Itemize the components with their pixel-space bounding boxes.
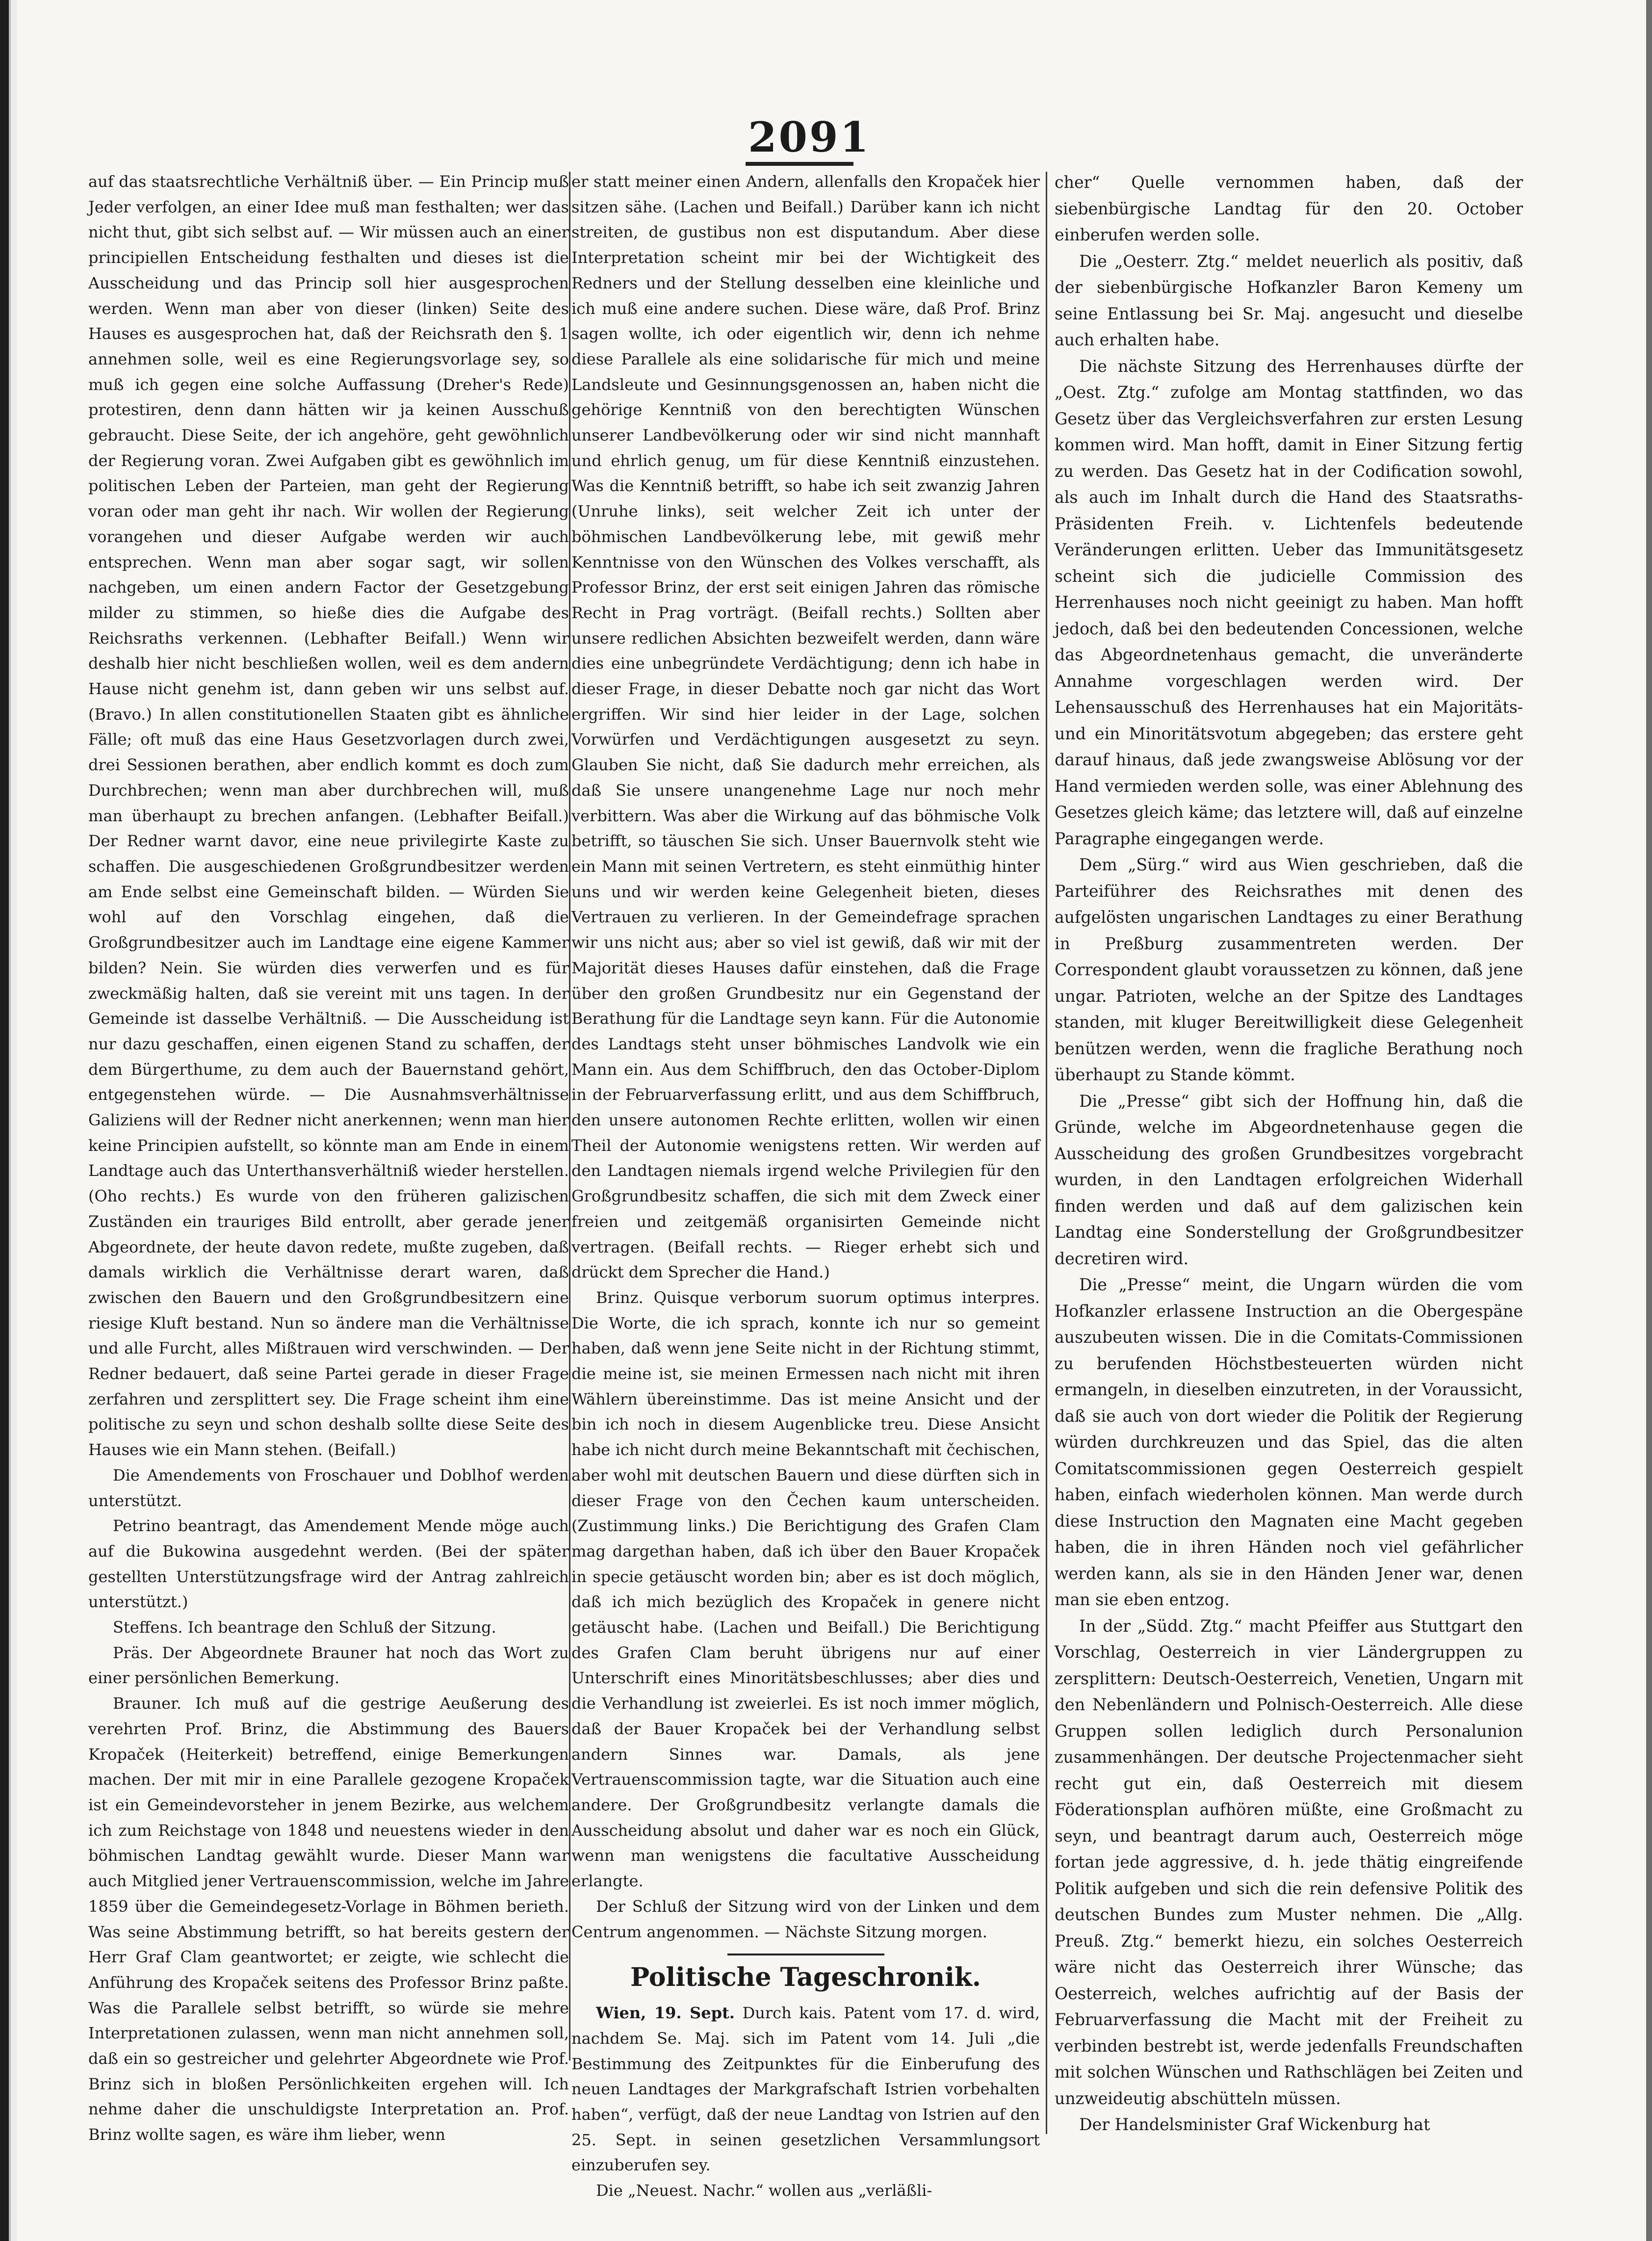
paragraph: Die nächste Sitzung des Herrenhauses dürfte der „Oest. Ztg.“ zufolge am Montag stattfinden, wo das Gesetz über das Vergleichsverfahren zur ersten Lesung kommen wird. Man hofft, damit in Einer Sitzung fertig zu werden. Das Gesetz hat in der Codification sowohl, als auch im Inhalt durch die Hand des Staatsraths-Präsidenten Freih. v. Lichtenfels bedeutende Veränderungen erlitten. Ueber das Immunitätsgesetz scheint sich die judicielle Commission des Herrenhauses noch nicht geeinigt zu haben. Man hofft jedoch, daß bei den bedeutenden Concessionen, welche das Abgeordnetenhaus gemacht, die unveränderte Annahme vorgeschlagen werden wird. Der Lehensausschuß des Herrenhauses hat ein Majoritäts- und ein Minoritätsvotum abgegeben; das erstere geht darauf hinaus, daß jede zwangsweise Ablösung vor der Hand vermieden werden solle, was einer Ablehnung des Gesetzes gleich käme; das letztere will, daß auf einzelne Paragraphe eingegangen werde. xyxy=(1055,356,1523,848)
section-title: Politische Tageschronik. xyxy=(630,1962,981,1993)
paragraph: Die „Presse“ gibt sich der Hoffnung hin, daß die Gründe, welche im Abgeordnetenhause gegen die Ausscheidung des großen Grundbesitzes vorgebracht wurden, in den Landtagen erfolgreichen Widerhall finden werden und daß auf dem galizischen kein Landtag eine Sonderstellung der Großgrundbesitzer decretiren wird. xyxy=(1055,1091,1523,1268)
paragraph: cher“ Quelle vernommen haben, daß der siebenbürgische Landtag für den 20. October einberufen werden solle. xyxy=(1055,173,1523,244)
paragraph: er statt meiner einen Andern, allenfalls den Kropaček hier sitzen sähe. (Lachen und Beifall.) Darüber kann ich nicht streiten, de gustibus non est disputandum. Aber diese Interpretation scheint mir bei der Wichtigkeit des Redners und der Stellung desselben eine kleinliche und ich muß eine andere suchen. Diese wäre, daß Prof. Brinz sagen wollte, ich oder eigentlich wir, denn ich nehme diese Parallele als eine solidarische für mich und meine Landsleute und Gesinnungsgenossen an, haben nicht die gehörige Kenntniß von den berechtigten Wünschen unserer Landbevölkerung oder wir sind nicht mannhaft und ehrlich genug, um für diese Kenntniß einzustehen. Was die Kenntniß betrifft, so habe ich seit zwanzig Jahren (Unruhe links), seit welcher Zeit ich unter der böhmischen Landbevölkerung lebe, mit gewiß mehr Kenntnisse von den Wünschen des Volkes verschafft, als Professor Brinz, der erst seit einigen Jahren das römische Recht in Prag vorträgt. (Beifall rechts.) Sollten aber unsere redlichen Absichten bezweifelt werden, dann wäre dies eine unbegründete Verdächtigung; denn ich habe in dieser Frage, in dieser Debatte noch gar nicht das Wort ergriffen. Wir sind hier leider in der Lage, solchen Vorwürfen und Verdächtigungen ausgesetzt zu seyn. Glauben Sie nicht, daß Sie dadurch mehr erreichen, als daß Sie unsere unangenehme Lage nur noch mehr verbittern. Was aber die Wirkung auf das böhmische Volk betrifft, so täuschen Sie sich. Unser Bauernvolk steht wie ein Mann mit seinen Vertretern, es steht einmüthig hinter uns und wir werden keine Gelegenheit bieten, dieses Vertrauen zu verlieren. In der Gemeindefrage sprachen wir uns nicht aus; aber so viel ist gewiß, daß wir mit der Majorität dieses Hauses dafür einstehen, daß die Frage über den großen Grundbesitz nur ein Gegenstand der Berathung für die Landtage seyn kann. Für die Autonomie des Landtags steht unser böhmisches Landvolk wie ein Mann ein. Aus dem Schiffbruch, den das October-Diplom in der Februarverfassung erlitt, und aus dem Schiffbruch, den unsere autonomen Rechte erlitten, wollen wir einen Theil der Autonomie wenigstens retten. Wir werden auf den Landtagen niemals irgend welche Privilegien für den Großgrundbesitz schaffen, die sich mit dem Zweck einer freien und zeitgemäß organisirten Gemeinde nicht vertragen. (Beifall rechts. — Rieger erhebt sich und drückt dem Sprecher die Hand.) xyxy=(571,172,1040,1282)
paragraph: In der „Südd. Ztg.“ macht Pfeiffer aus Stuttgart den Vorschlag, Oesterreich in vier Ländergruppen zu zersplittern: Deutsch-Oesterreich, Venetien, Ungarn mit den Nebenländern und Polnisch-Oesterreich. Alle diese Gruppen sollen lediglich durch Personalunion zusammenhängen. Der deutsche Projectenmacher sieht recht gut ein, daß Oesterreich mit diesem Föderationsplan aufhören müßte, eine Großmacht zu seyn, und beantragt darum auch, Oesterreich möge fortan jede aggressive, d. h. jede thätig eingreifende Politik aufgeben und sich die rein defensive Politik des deutschen Bundes zum Muster nehmen. Die „Allg. Preuß. Ztg.“ bemerkt hiezu, ein solches Oesterreich wäre nicht das Oesterreich ihrer Wünsche; das Oesterreich, welches aufrichtig auf der Basis der Februarverfassung die Macht mit der Freiheit zu verbinden bestrebt ist, werde jedenfalls Freundschaften mit solchen Wünschen und Rathschlägen bei Zeiten und unzweideutig abschütteln müssen. xyxy=(1055,1616,1523,2108)
paragraph: Die „Neuest. Nachr.“ wollen aus „verläßli- xyxy=(596,2181,932,2200)
page-number-rule xyxy=(746,162,853,166)
paragraph-text: Durch kais. Patent vom 17. d. wird, nachdem Se. Maj. sich im Patent vom 14. Juli „die Bestimmung des Zeitpunktes für die Einberufung des neuen Landtages der Markgrafschaft Istrien vorbehalten haben“, verfügt, daß der neue Landtag von Istrien auf den 25. Sept. in seinen gesetzlichen Versammlungsort einzuberufen sey. xyxy=(571,2004,1040,2175)
page-edge xyxy=(1646,0,1652,2241)
paragraph: Die „Presse“ meint, die Ungarn würden die vom Hofkanzler erlassene Instruction an die Obergespäne auszubeuten wissen. Die in die Comitats-Commissionen zu berufenden Höchstbesteuerten würden nicht ermangeln, in dieselben einzutreten, in der Voraussicht, daß sie auch von dort wieder die Politik der Regierung würden durchkreuzen und das Spiel, das die alten Comitatscommissionen gegen Oesterreich gespielt haben, einfach wiederholen können. Man werde durch diese Instruction den Magnaten eine Macht gegeben haben, die in ihren Händen noch viel gefährlicher werden kann, als sie in den Händen Jener war, denen man sie eben entzog. xyxy=(1055,1275,1523,1609)
paragraph: Dem „Sürg.“ wird aus Wien geschrieben, daß die Parteiführer des Reichsrathes mit denen des aufgelösten ungarischen Landtages zu einer Berathung in Preßburg zusammentreten werden. Der Correspondent glaubt voraussetzen zu können, daß jene ungar. Patrioten, welche an der Spitze des Landtages standen, mit kluger Bereitwilligkeit diese Gelegenheit benützen werden, wenn die fragliche Berathung noch überhaupt zu Stande kömmt. xyxy=(1055,855,1523,1084)
column-divider xyxy=(569,172,570,2060)
column-3 xyxy=(1055,169,1523,2138)
dateline: Wien, 19. Sept. xyxy=(596,2004,735,2023)
paragraph: Steffens. Ich beantrage den Schluß der Sitzung. xyxy=(113,1618,496,1637)
column-divider xyxy=(1046,172,1047,2134)
binding-edge xyxy=(0,0,17,2241)
paragraph: Die „Oesterr. Ztg.“ meldet neuerlich als positiv, daß der siebenbürgische Hofkanzler Baron Kemeny um seine Entlassung bei Sr. Maj. angesucht und dieselbe auch erhalten habe. xyxy=(1055,251,1523,349)
paragraph: auf das staatsrechtliche Verhältniß über. — Ein Princip muß Jeder verfolgen, an einer Idee muß man festhalten; wer das nicht thut, gibt sich selbst auf. — Wir müssen auch an einer principiellen Entscheidung festhalten und dieses ist die Ausscheidung und das Princip soll hier ausgesprochen werden. Wenn man aber von dieser (linken) Seite des Hauses es ausgesprochen hat, daß der Reichsrath den §. 1 annehmen solle, weil es eine Regierungsvorlage sey, so muß ich gegen eine solche Auffassung (Dreher's Rede) protestiren, denn dann hätten wir ja keinen Ausschuß gebraucht. Diese Seite, der ich angehöre, geht gewöhnlich der Regierung voran. Zwei Aufgaben gibt es gewöhnlich im politischen Leben der Parteien, man geht der Regierung voran oder man geht ihr nach. Wir wollen der Regierung vorangehen und dieser Aufgabe werden wir auch entsprechen. Wenn man aber sogar sagt, wir sollen nachgeben, um einen andern Factor der Gesetzgebung milder zu stimmen, so hieße dies die Aufgabe des Reichsraths verkennen. (Lebhafter Beifall.) Wenn wir deshalb hier nicht beschließen wollen, weil es dem andern Hause nicht genehm ist, dann geben wir uns selbst auf. (Bravo.) In allen constitutionellen Staaten gibt es ähnliche Fälle; oft muß das eine Haus Gesetzvorlagen durch zwei, drei Sessionen berathen, aber endlich kommt es doch zum Durchbrechen; wenn man aber durchbrechen will, muß man überhaupt zu brechen anfangen. (Lebhafter Beifall.) Der Redner warnt davor, eine neue privilegirte Kaste zu schaffen. Die ausgeschiedenen Großgrundbesitzer werden am Ende selbst eine Gemeinschaft bilden. — Würden Sie wohl auf den Vorschlag eingehen, daß die Großgrundbesitzer auch im Landtage eine eigene Kammer bilden? Nein. Sie würden dies verwerfen und es für zweckmäßig halten, daß sie vereint mit uns tagen. In der Gemeinde ist dasselbe Verhältniß. — Die Ausscheidung ist nur dazu geschaffen, einen eigenen Stand zu schaffen, der dem Bürgerthume, zu dem auch der Bauernstand gehört, entgegenstehen würde. — Die Ausnahmsverhältnisse Galiziens will der Redner nicht anerkennen; wenn man hier keine Principien aufstellt, so könnte man am Ende in einem Landtage auch das Unterthansverhältniß wieder herstellen. (Oho rechts.) Es wurde von den früheren galizischen Zuständen ein trauriges Bild entrollt, aber gerade jener Abgeordnete, der heute davon redete, mußte zugeben, daß damals wirklich die Verhältnisse derart waren, daß zwischen den Bauern und den Großgrundbesitzern eine riesige Kluft bestand. Nun so ändere man die Verhältnisse und alle Furcht, alles Mißtrauen wird verschwinden. — Der Redner bedauert, daß seine Partei gerade in dieser Frage zerfahren und zersplittert sey. Die Frage scheint ihm eine politische zu seyn und schon deshalb sollte diese Seite des Hauses wie ein Mann stehen. (Beifall.) xyxy=(88,172,569,1459)
section-rule xyxy=(727,1954,884,1955)
paragraph: Brauner. Ich muß auf die gestrige Aeußerung des verehrten Prof. Brinz, die Abstimmung des Bauers Kropaček (Heiterkeit) betreffend, einige Bemerkungen machen. Der mit mir in eine Parallele gezogene Kropaček ist ein Gemeindevorsteher in jenem Bezirke, aus welchem ich zum Reichstage von 1848 und neuestens wieder in den böhmischen Landtag gewählt wurde. Dieser Mann war auch Mitglied jener Vertrauenscommission, welche im Jahre 1859 über die Gemeindegesetz-Vorlage in Böhmen berieth. Was seine Abstimmung betrifft, so hat bereits gestern der Herr Graf Clam geantwortet; er zeigte, wie schlecht die Anführung des Kropaček seitens des Professor Brinz paßte. Was die Parallele selbst betrifft, so würde sie mehre Interpretationen zulassen, wenn man nicht annehmen soll, daß ein so gestreicher und gelehrter Abgeordnete wie Prof. Brinz sich in bloßen Persönlichkeiten ergehen will. Ich nehme daher die unschuldigste Interpretation an. Prof. Brinz wollte sagen, es wäre ihm lieber, wenn xyxy=(88,1694,569,2144)
column-2 xyxy=(571,169,1040,2204)
paragraph xyxy=(571,2001,1040,2178)
column-1 xyxy=(88,169,569,2148)
paragraph: Präs. Der Abgeordnete Brauner hat noch das Wort zu einer persönlichen Bemerkung. xyxy=(88,1643,569,1688)
paragraph: Der Schluß der Sitzung wird von der Linken und dem Centrum angenommen. — Nächste Sitzung morgen. xyxy=(571,1897,1040,1941)
paragraph: Brinz. Quisque verborum suorum optimus interpres. Die Worte, die ich sprach, konnte ich nur so gemeint haben, daß wenn jene Seite nicht in der Richtung stimmt, die meine ist, sie meinen Ermessen nach nicht mit ihren Wählern übereinstimme. Das ist meine Ansicht und der bin ich noch in diesem Augenblicke treu. Diese Ansicht habe ich nicht durch meine Bekanntschaft mit čechischen, aber wohl mit deutschen Bauern und diese dürften sich in dieser Frage von den Čechen kaum unterscheiden. (Zustimmung links.) Die Berichtigung des Grafen Clam mag dargethan haben, daß ich über den Bauer Kropaček in specie getäuscht worden bin; aber es ist doch möglich, daß ich mich bezüglich des Kropaček in genere nicht getäuscht habe. (Lachen und Beifall.) Die Berichtigung des Grafen Clam beruht übrigens nur auf einer Unterschrift eines Minoritätsbeschlusses; aber dies und die Verhandlung ist zweierlei. Es ist noch immer möglich, daß der Bauer Kropaček bei der Verhandlung selbst andern Sinnes war. Damals, als jene Vertrauenscommission tagte, war die Situation auch eine andere. Der Großgrundbesitz verlangte damals die Ausscheidung absolut und daher war es noch ein Glück, wenn man wenigstens die facultative Ausscheidung erlangte. xyxy=(571,1288,1040,1891)
paragraph: Die Amendements von Froschauer und Doblhof werden unterstützt. xyxy=(88,1465,569,1510)
paragraph: Petrino beantragt, das Amendement Mende möge auch auf die Bukowina ausgedehnt werden. (Bei der später gestellten Unterstützungsfrage wird der Antrag zahlreich unterstützt.) xyxy=(88,1516,569,1612)
paragraph: Der Handelsminister Graf Wickenburg hat xyxy=(1079,2115,1430,2134)
page-number: 2091 xyxy=(748,113,871,161)
